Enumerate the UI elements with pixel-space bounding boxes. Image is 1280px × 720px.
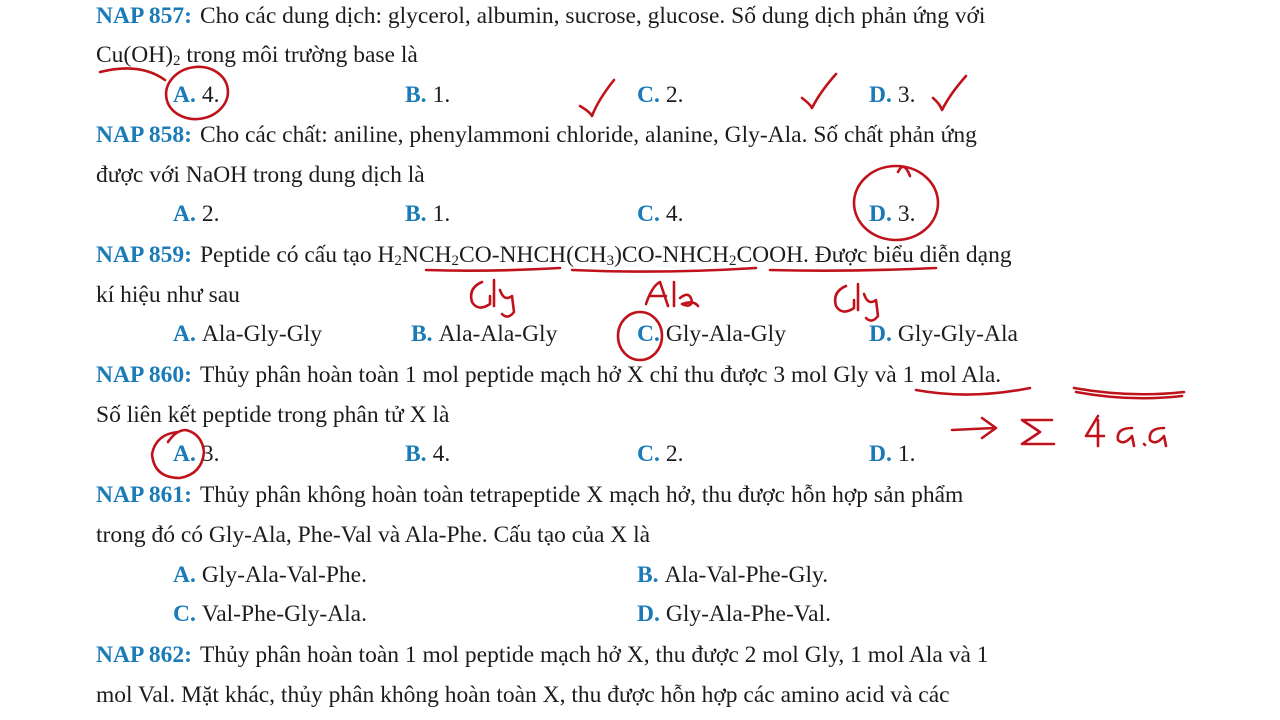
q860-option-a: [173, 434, 219, 474]
option-letter: B.: [405, 441, 427, 467]
q858-option-c: [637, 194, 683, 234]
option-text: 1.: [897, 441, 916, 467]
option-letter: D.: [869, 82, 892, 108]
option-text: 2.: [665, 441, 684, 467]
q861-label: NAP 861:: [96, 482, 192, 508]
option-text: Gly-Ala-Val-Phe.: [201, 562, 367, 588]
option-letter: B.: [405, 82, 427, 108]
q861-option-c: [173, 594, 367, 634]
option-letter: B.: [411, 321, 433, 347]
handwritten-dot: [1144, 444, 1145, 445]
q861-text-2: trong đó có Gly-Ala, Phe-Val và Ala-Phe. Cấu tạo của X là: [96, 522, 651, 548]
option-letter: A.: [173, 441, 196, 467]
option-letter: C.: [637, 201, 660, 227]
q860-option-b: [405, 434, 450, 474]
q860-line-2: [96, 395, 1190, 435]
subscript: 2: [394, 253, 402, 269]
option-text: 2.: [665, 82, 684, 108]
option-text: 2.: [201, 201, 220, 227]
option-text: Ala-Gly-Gly: [201, 321, 322, 347]
option-text: Gly-Ala-Gly: [665, 321, 786, 347]
q857-option-b: [405, 75, 450, 115]
q859-text: )CO-NHCH: [614, 242, 729, 268]
option-letter: B.: [405, 201, 427, 227]
q859-text: Peptide có cấu tạo H: [199, 242, 395, 268]
q858-text-2: được với NaOH trong dung dịch là: [96, 162, 425, 188]
q861-line-1: [96, 475, 1190, 515]
q859-option-b: [411, 314, 557, 354]
q858-option-d: [869, 194, 915, 234]
option-letter: A.: [173, 201, 196, 227]
q857-option-c: [637, 75, 683, 115]
option-text: Gly-Gly-Ala: [897, 321, 1018, 347]
q860-text-2: Số liên kết peptide trong phân tử X là: [96, 402, 450, 428]
q857-text-2b: trong môi trường base là: [180, 42, 418, 68]
option-text: 1.: [432, 201, 451, 227]
q857-text-2-sub: 2: [173, 53, 181, 69]
option-letter: D.: [869, 441, 892, 467]
q860-text-1: Thủy phân hoàn toàn 1 mol peptide mạch hở X chỉ thu được 3 mol Gly và 1 mol Ala.: [199, 362, 1002, 388]
option-text: 1.: [432, 82, 451, 108]
option-text: Val-Phe-Gly-Ala.: [201, 601, 367, 627]
q859-option-d: [869, 314, 1018, 354]
q860-line-1: [96, 355, 1190, 395]
q857-line-1: [96, 0, 1190, 36]
q861-option-a: [173, 555, 367, 595]
subscript: 3: [606, 253, 615, 269]
option-letter: C.: [637, 82, 660, 108]
q862-line-2: [96, 675, 1190, 715]
q859-text: CO-NHCH(CH: [459, 242, 607, 268]
check-mark-icon: [580, 80, 614, 116]
option-letter: D.: [869, 321, 892, 347]
option-letter: A.: [173, 562, 196, 588]
q859-option-a: [173, 314, 322, 354]
q858-option-a: [173, 194, 219, 234]
q857-option-a: [173, 75, 219, 115]
option-text: 3.: [897, 82, 916, 108]
q862-label: NAP 862:: [96, 642, 192, 668]
option-letter: A.: [173, 321, 196, 347]
option-letter: C.: [637, 321, 660, 347]
q859-text: COOH. Được biểu diễn dạng: [736, 242, 1012, 268]
subscript: 2: [728, 253, 737, 269]
option-letter: D.: [869, 201, 892, 227]
q859-text: NCH: [401, 242, 452, 268]
option-text: 4.: [665, 201, 684, 227]
q862-text-2: mol Val. Mặt khác, thủy phân không hoàn toàn X, thu được hỗn hợp các amino acid và các: [96, 682, 950, 708]
option-letter: B.: [637, 562, 659, 588]
q862-text-1: Thủy phân hoàn toàn 1 mol peptide mạch hở X, thu được 2 mol Gly, 1 mol Ala và 1: [199, 642, 989, 668]
q857-text-1: Cho các dung dịch: glycerol, albumin, sucrose, glucose. Số dung dịch phản ứng với: [199, 3, 986, 29]
q860-label: NAP 860:: [96, 362, 192, 388]
q859-label: NAP 859:: [96, 242, 192, 268]
q857-option-d: [869, 75, 915, 115]
check-mark-icon: [933, 76, 966, 110]
option-letter: C.: [637, 441, 660, 467]
q858-text-1: Cho các chất: aniline, phenylammoni chloride, alanine, Gly-Ala. Số chất phản ứng: [199, 122, 977, 148]
q858-option-b: [405, 194, 450, 234]
option-text: Ala-Ala-Gly: [438, 321, 558, 347]
q861-option-d: [637, 594, 831, 634]
option-letter: C.: [173, 601, 196, 627]
q858-line-1: [96, 115, 1190, 155]
q861-option-b: [637, 555, 828, 595]
q860-option-c: [637, 434, 683, 474]
q857-label: NAP 857:: [96, 3, 192, 29]
option-text: 3.: [897, 201, 916, 227]
q861-text-1: Thủy phân không hoàn toàn tetrapeptide X mạch hở, thu được hỗn hợp sản phẩm: [199, 482, 964, 508]
q857-text-2a: Cu(OH): [96, 42, 174, 68]
q859-line-2: [96, 275, 1190, 315]
subscript: 2: [451, 253, 460, 269]
q859-option-c: [637, 314, 786, 354]
q860-option-d: [869, 434, 915, 474]
option-text: Ala-Val-Phe-Gly.: [664, 562, 829, 588]
option-text: Gly-Ala-Phe-Val.: [665, 601, 831, 627]
option-text: 4.: [201, 82, 220, 108]
q859-text-2: kí hiệu như sau: [96, 282, 240, 308]
q862-line-1: [96, 635, 1190, 675]
option-text: 3.: [201, 441, 220, 467]
q858-line-2: [96, 155, 1190, 195]
option-letter: A.: [173, 82, 196, 108]
option-text: 4.: [432, 441, 451, 467]
option-letter: D.: [637, 601, 660, 627]
q861-line-2: [96, 515, 1190, 555]
q858-label: NAP 858:: [96, 122, 192, 148]
